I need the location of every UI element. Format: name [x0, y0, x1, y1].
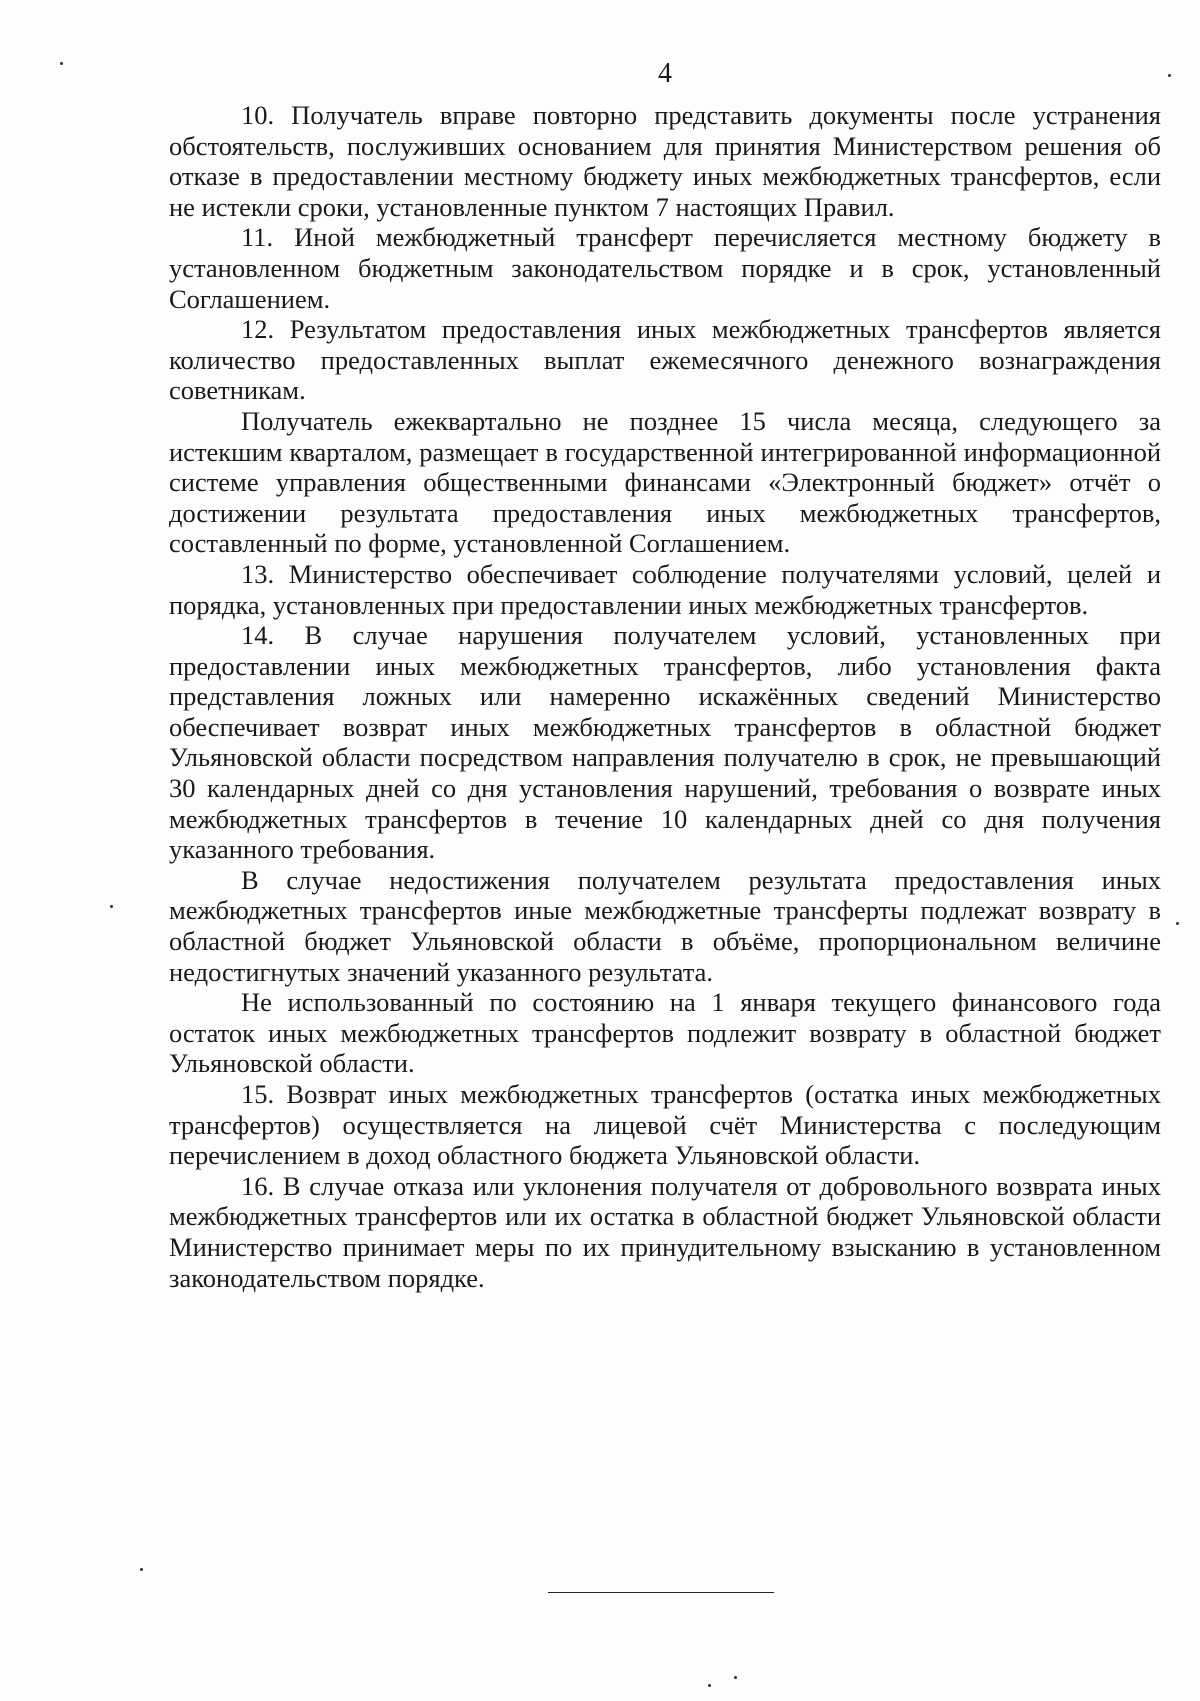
- document-body: [169, 100, 1161, 1293]
- scan-speck: [140, 1568, 143, 1571]
- scan-speck: [110, 905, 113, 908]
- scan-speck: [708, 1684, 711, 1687]
- scan-speck: [1176, 922, 1179, 925]
- paragraph-14: 14. В случае нарушения получателем условий, установленных при предоставлении иных межбюджетных трансфертов, либо установления факта представления ложных или намеренно искажённых сведений Министерство обеспечивает возврат иных межбюджетных трансфертов в областной бюджет Ульяновской области посредством направления получателю в срок, не превышающий 30 календарных дней со дня установления нарушений, требования о возврате иных межбюджетных трансфертов в течение 10 календарных дней со дня получения указанного требования.: [169, 620, 1161, 865]
- paragraph-12-reporting: Получатель ежеквартально не позднее 15 числа месяца, следующего за истекшим кварталом, размещает в государственной интегрированной информационной системе управления общественными финансами «Электронный бюджет» отчёт о достижении результата предоставления иных межбюджетных трансфертов, составленный по форме, установленной Соглашением.: [169, 405, 1161, 559]
- paragraph-10: 10. Получатель вправе повторно представить документы после устранения обстоятельств, послуживших основанием для принятия Министерством решения об отказе в предоставлении местному бюджету иных межбюджетных трансфертов, если не истекли сроки, установленные пунктом 7 настоящих Правил.: [169, 100, 1161, 222]
- scan-speck: [734, 1676, 737, 1679]
- scan-speck: [60, 62, 63, 65]
- paragraph-11: 11. Иной межбюджетный трансферт перечисляется местному бюджету в установленном бюджетным законодательством порядке и в срок, установленный Соглашением.: [169, 222, 1161, 314]
- page-number: 4: [658, 58, 672, 89]
- paragraph-14-unused-balance: Не использованный по состоянию на 1 января текущего финансового года остаток иных межбюджетных трансфертов подлежит возврату в областной бюджет Ульяновской области.: [169, 987, 1161, 1079]
- scan-speck: [1168, 74, 1171, 77]
- paragraph-14-non-achievement: В случае недостижения получателем результата предоставления иных межбюджетных трансфертов иные межбюджетные трансферты подлежат возврату в областной бюджет Ульяновской области в объёме, пропорциональном величине недостигнутых значений указанного результата.: [169, 864, 1161, 987]
- paragraph-15: 15. Возврат иных межбюджетных трансфертов (остатка иных межбюджетных трансфертов) осуществляется на лицевой счёт Министерства с последующим перечислением в доход областного бюджета Ульяновской области.: [169, 1079, 1161, 1171]
- paragraph-16: 16. В случае отказа или уклонения получателя от добровольного возврата иных межбюджетных трансфертов или их остатка в областной бюджет Ульяновской области Министерство принимает меры по их принудительному взысканию в установленном законодательством порядке.: [169, 1170, 1161, 1293]
- paragraph-13: 13. Министерство обеспечивает соблюдение получателями условий, целей и порядка, установленных при предоставлении иных межбюджетных трансфертов.: [169, 558, 1161, 620]
- end-separator-line: [548, 1592, 774, 1593]
- paragraph-12: 12. Результатом предоставления иных межбюджетных трансфертов является количество предоставленных выплат ежемесячного денежного вознаграждения советникам.: [169, 314, 1161, 406]
